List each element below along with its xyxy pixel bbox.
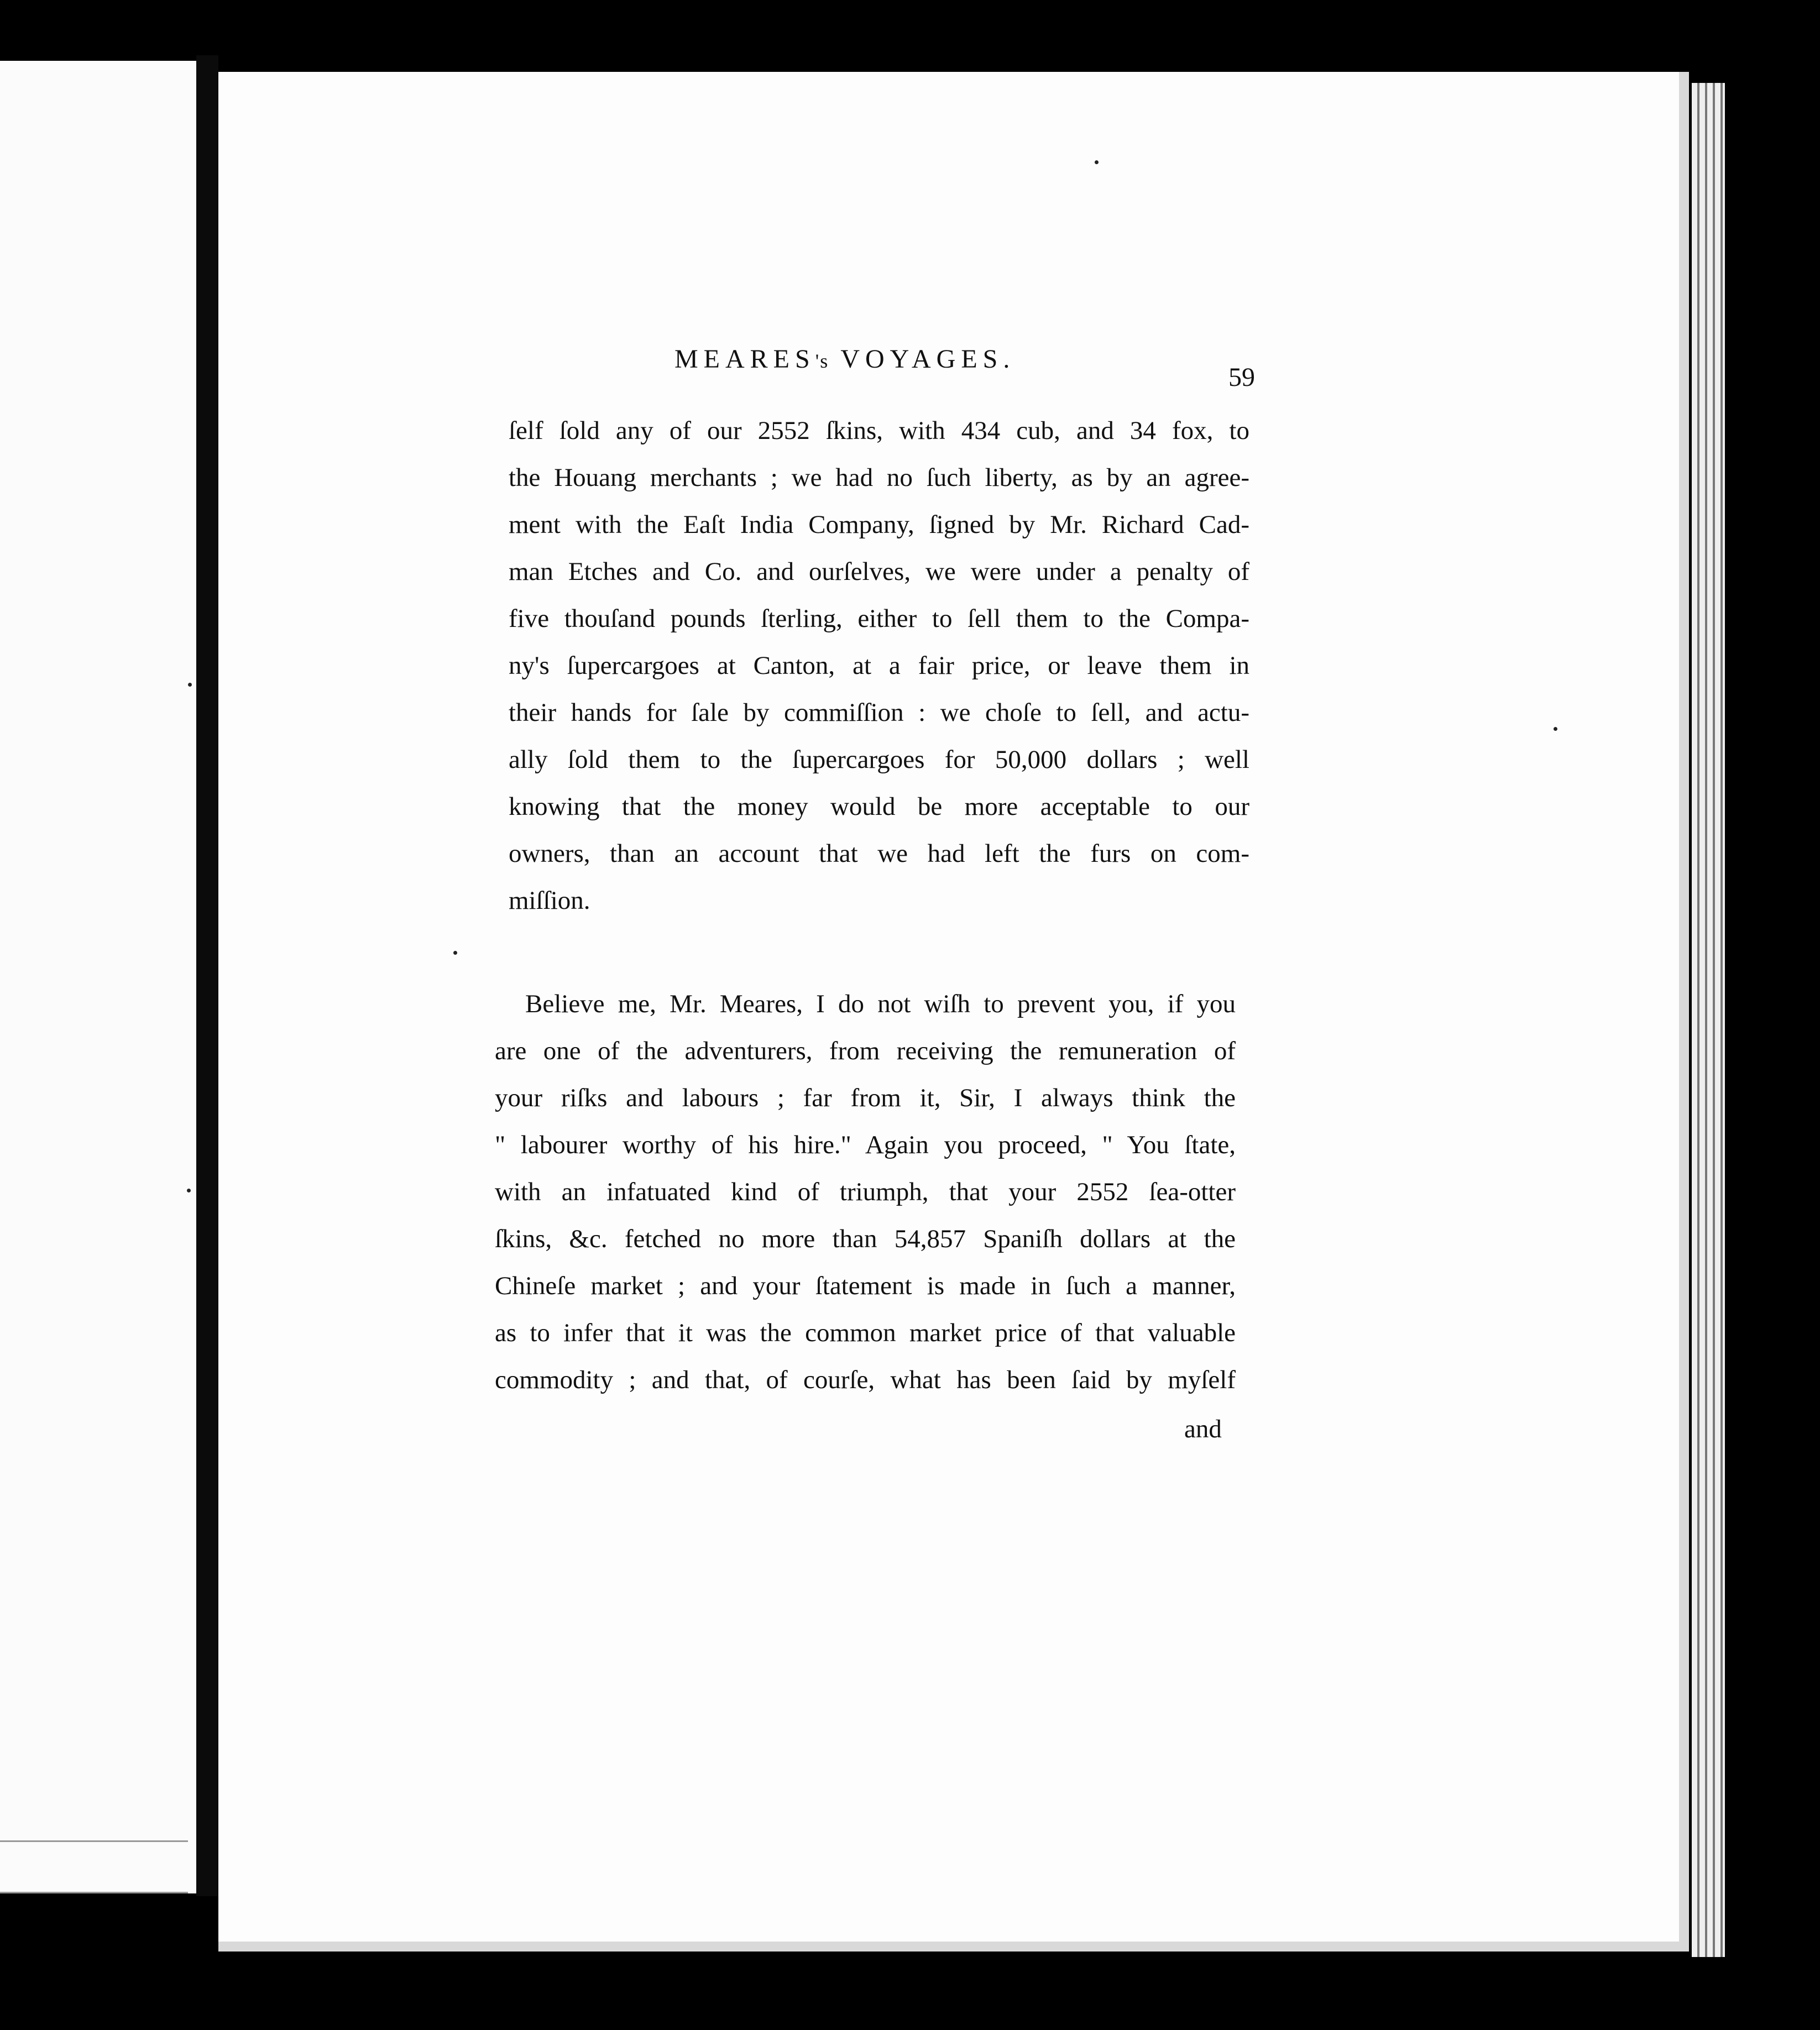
text-line: ſelf ſold any of our 2552 ſkins, with 434 cub, and 34 fox, to bbox=[509, 416, 1249, 445]
catchword: and bbox=[1184, 1415, 1222, 1443]
text-line: Believe me, Mr. Meares, I do not wiſh to prevent you, if you bbox=[525, 990, 1236, 1018]
left-page-edge-lines bbox=[0, 1840, 188, 1893]
scan-speck bbox=[1095, 160, 1099, 164]
text-line: the Houang merchants ; we had no ſuch liberty, as by an agree- bbox=[509, 463, 1249, 492]
scan-speck bbox=[188, 683, 192, 687]
text-line: as to infer that it was the common market price of that valuable bbox=[495, 1319, 1236, 1347]
text-line: ment with the Eaſt India Company, ſigned by Mr. Richard Cad- bbox=[509, 510, 1249, 539]
page-stack-edge bbox=[1692, 83, 1725, 1957]
text-line: ny's ſupercargoes at Canton, at a fair price, or leave them in bbox=[509, 651, 1249, 680]
text-line: owners, than an account that we had left the furs on com- bbox=[509, 839, 1249, 868]
running-head: MEARES's VOYAGES. bbox=[674, 344, 1016, 374]
text-line: ally ſold them to the ſupercargoes for 50,000 dollars ; well bbox=[509, 745, 1249, 774]
text-line: their hands for ſale by commiſſion : we choſe to ſell, and actu- bbox=[509, 698, 1249, 727]
scan-speck bbox=[187, 1189, 191, 1192]
text-line: five thouſand pounds ſterling, either to ſell them to the Compa- bbox=[509, 604, 1249, 633]
text-line: miſſion. bbox=[509, 886, 590, 915]
text-line: man Etches and Co. and ourſelves, we were under a penalty of bbox=[509, 557, 1249, 586]
text-line: ſkins, &c. fetched no more than 54,857 Spaniſh dollars at the bbox=[495, 1225, 1236, 1253]
paragraph-continued bbox=[509, 407, 1249, 924]
text-line: commodity ; and that, of courſe, what has been ſaid by myſelf bbox=[495, 1365, 1236, 1394]
text-line: are one of the adventurers, from receiving the remuneration of bbox=[495, 1037, 1236, 1065]
book-gutter bbox=[196, 55, 218, 1896]
scan-speck bbox=[1554, 727, 1557, 731]
text-line: with an infatuated kind of triumph, that your 2552 ſea-otter bbox=[495, 1178, 1236, 1206]
text-line: knowing that the money would be more acceptable to our bbox=[509, 792, 1249, 821]
left-page-edge bbox=[0, 61, 200, 1893]
text-line: your riſks and labours ; far from it, Sir, I always think the bbox=[495, 1084, 1236, 1112]
page-number: 59 bbox=[1228, 363, 1255, 392]
scan-speck bbox=[453, 951, 457, 955]
text-line: " labourer worthy of his hire." Again you proceed, " You ſtate, bbox=[495, 1131, 1236, 1159]
text-line: Chineſe market ; and your ſtatement is made in ſuch a manner, bbox=[495, 1272, 1236, 1300]
paragraph-believe-me bbox=[495, 981, 1236, 1404]
